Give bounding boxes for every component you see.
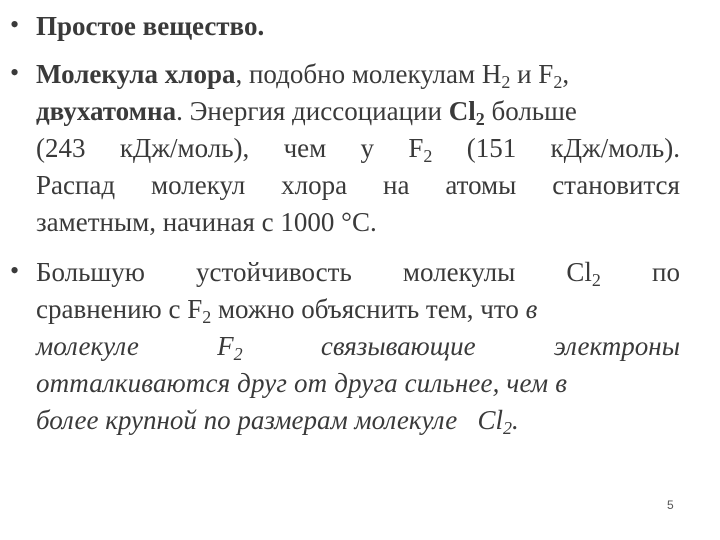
bullet-3-text [36, 254, 680, 439]
word: чем [283, 133, 327, 163]
bullet-3-line-3 [36, 328, 680, 365]
word: у [360, 133, 375, 163]
subscript: 2 [503, 418, 512, 438]
word: F [408, 133, 424, 163]
bullet-2-marker: • [10, 58, 20, 87]
word: (151 [466, 133, 517, 163]
word: кДж/моль), [119, 133, 250, 163]
subscript: 2 [233, 344, 243, 364]
bullet-3-marker: • [10, 256, 20, 285]
text-segment: более крупной по размерам молекуле Cl [36, 405, 503, 435]
bullet-2-line-2 [36, 93, 680, 130]
bullet-3-line-4: отталкиваются друг от друга сильнее, чем в [36, 368, 568, 398]
subscript: 2 [423, 146, 433, 166]
page-number: 5 [667, 498, 674, 512]
subscript: 2 [475, 109, 485, 129]
word: становится [552, 170, 680, 200]
text-segment: , подобно молекулам H [235, 59, 502, 89]
word: молекуле [36, 331, 139, 361]
word: молекулы [402, 257, 516, 287]
word: хлора [281, 170, 348, 200]
subscript: 2 [202, 307, 212, 327]
formula-cl: Cl [448, 96, 476, 126]
word: электроны [553, 331, 680, 361]
word: кДж/моль). [550, 133, 680, 163]
bullet-2-line-5: заметным, начиная с 1000 °C. [36, 207, 377, 237]
word: (243 [36, 133, 86, 163]
term-diatomic: двухатомна [36, 96, 177, 126]
text-segment: сравнению с F [36, 294, 203, 324]
term-chlorine-molecule: Молекула хлора [36, 59, 236, 89]
bullet-3-line-5 [36, 402, 680, 439]
bullet-2-line-3 [36, 130, 680, 167]
text-segment: . [512, 405, 519, 435]
text-segment: и F [510, 59, 554, 89]
formula-cl2 [566, 254, 601, 291]
word: Распад [36, 170, 116, 200]
bullet-3-line-1 [36, 254, 680, 291]
text-segment: можно объяснить тем, что [211, 294, 526, 324]
text-segment: . Энергия диссоциации [176, 96, 449, 126]
word: Большую [36, 257, 145, 287]
text-segment: , [562, 59, 570, 89]
bullet-3-line-2 [36, 291, 680, 328]
bullet-1-line: Простое вещество. [36, 11, 265, 41]
subscript: 2 [553, 72, 563, 92]
word: атомы [445, 170, 517, 200]
bullet-1-text [36, 8, 680, 45]
bullet-2-text [36, 56, 680, 241]
word: связывающие [320, 331, 476, 361]
formula-f2 [408, 130, 432, 167]
bullet-2-line-1 [36, 56, 680, 93]
word: Cl [566, 257, 592, 287]
subscript: 2 [501, 72, 511, 92]
text-segment: больше [484, 96, 577, 126]
word: устойчивость [196, 257, 352, 287]
word: молекул [151, 170, 246, 200]
formula-f2-italic [217, 328, 243, 365]
word: на [383, 170, 410, 200]
subscript: 2 [591, 270, 601, 290]
word: по [652, 257, 680, 287]
word: F [217, 331, 234, 361]
bullet-2-line-4 [36, 167, 680, 204]
text-segment-italic: в [525, 294, 538, 324]
bullet-1-marker: • [10, 10, 20, 39]
